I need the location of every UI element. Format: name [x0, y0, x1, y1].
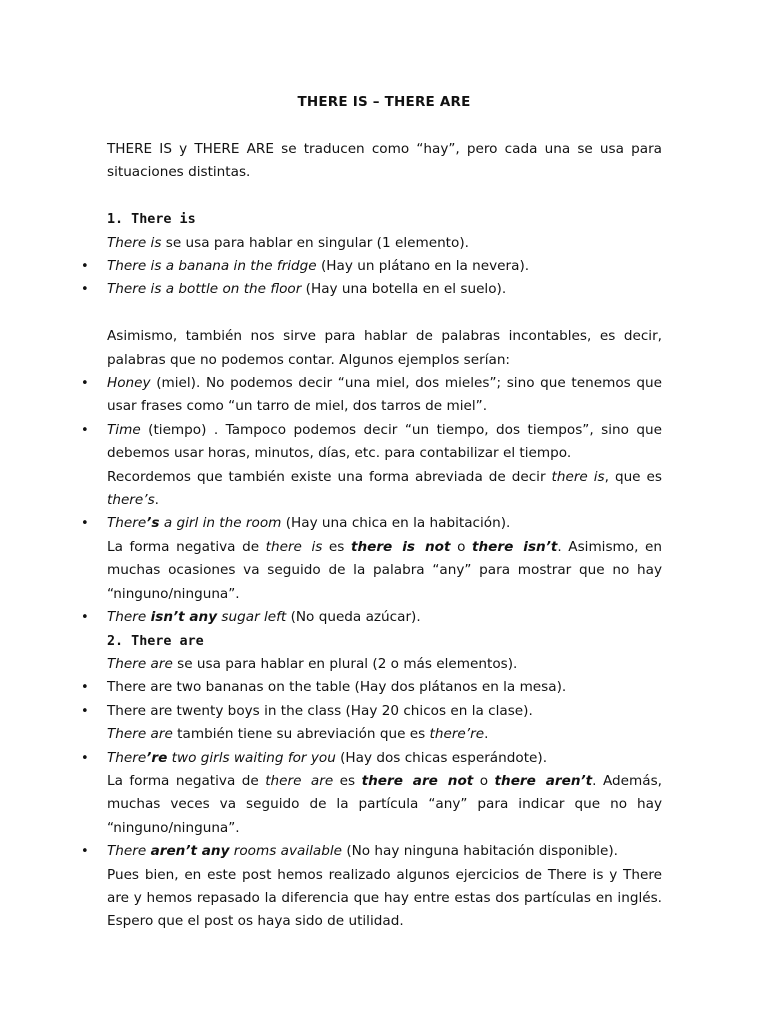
translation: (No queda azúcar). — [286, 609, 421, 626]
definition-there-are — [107, 653, 662, 676]
intro-paragraph: THERE IS y THERE ARE se traducen como “hay”, pero cada una se usa para situaciones distintas. — [107, 141, 662, 181]
text: o — [473, 772, 495, 789]
example: There — [107, 843, 151, 860]
abbreviation-paragraph — [107, 723, 662, 746]
example: There — [107, 515, 147, 532]
text: Recordemos que también existe una forma abreviada de decir — [107, 468, 552, 485]
bullet-icon: • — [81, 282, 89, 298]
term: there are — [265, 772, 334, 789]
negative-form-paragraph — [107, 770, 662, 840]
term: There are — [107, 655, 173, 672]
text: . — [154, 492, 159, 509]
translation: (Hay un plátano en la nevera). — [316, 258, 530, 275]
text: . — [484, 726, 489, 743]
example: There are twenty boys in the class (Hay 20 chicos en la clase). — [107, 702, 533, 719]
example: There are two bananas on the table (Hay dos plátanos en la mesa). — [107, 679, 567, 696]
example: a girl in the room — [159, 515, 282, 532]
definition-text: se usa para hablar en plural (2 o más elementos). — [172, 655, 518, 672]
bullet-icon: • — [81, 422, 89, 438]
translation: (No hay ninguna habitación disponible). — [342, 843, 618, 860]
contraction: ’s — [146, 515, 160, 532]
text: también tiene su abreviación que es — [172, 726, 430, 743]
term: there’s — [107, 492, 155, 509]
term: there is — [265, 538, 323, 555]
text: , que es — [604, 468, 662, 485]
explanation: (miel). No podemos decir “una miel, dos mieles”; sino que tenemos que usar frases como “un tarro de miel, dos tarros de miel”. — [107, 375, 662, 415]
section-heading-there-are: 2. There are — [107, 633, 204, 649]
negative-term: aren’t any — [150, 843, 230, 860]
text: es — [333, 772, 362, 789]
list-item — [81, 372, 662, 419]
negative-term: there are not — [361, 772, 474, 789]
example: There — [107, 749, 147, 766]
list-item — [81, 512, 662, 535]
negative-term: there is not — [350, 538, 451, 555]
negative-term: isn’t any — [150, 609, 218, 626]
term: there’re — [429, 726, 485, 743]
example: There — [107, 609, 151, 626]
term: there is — [551, 468, 605, 485]
section-heading-there-is: 1. There is — [107, 212, 196, 228]
translation: (Hay dos chicas esperándote). — [335, 749, 548, 766]
list-item — [81, 676, 662, 699]
list-item — [81, 419, 662, 466]
example: Honey — [107, 375, 151, 392]
abbreviation-paragraph — [107, 466, 662, 513]
negative-form-paragraph — [107, 536, 662, 606]
example: Time — [107, 421, 141, 438]
definition-text: se usa para hablar en singular (1 elemento). — [161, 234, 469, 251]
list-item — [81, 700, 662, 723]
text: es — [322, 538, 351, 555]
list-item — [81, 255, 662, 278]
negative-term: there aren’t — [494, 772, 593, 789]
bullet-icon: • — [81, 703, 89, 719]
translation: (Hay una botella en el suelo). — [301, 281, 507, 298]
example: two girls waiting for you — [167, 749, 336, 766]
explanation: (tiempo) . Tampoco podemos decir “un tiempo, dos tiempos”, sino que debemos usar horas, minutos, días, etc. para contabilizar el tiempo. — [107, 421, 662, 462]
list-item — [81, 747, 662, 770]
contraction: ’re — [146, 749, 168, 766]
list-item — [81, 840, 662, 863]
definition-there-is — [107, 232, 662, 255]
closing-paragraph: Pues bien, en este post hemos realizado algunos ejercicios de There is y There are y hemos repasado la diferencia que hay entre estas dos partículas en inglés. Espero que el post os haya sido de utilidad. — [107, 866, 662, 930]
text: La forma negativa de — [107, 772, 266, 789]
text: La forma negativa de — [107, 538, 266, 555]
bullet-icon: • — [81, 259, 89, 275]
example: rooms available — [229, 843, 342, 860]
spacer — [107, 185, 662, 208]
spacer — [107, 302, 662, 325]
translation: (Hay una chica en la habitación). — [281, 515, 511, 532]
bullet-icon: • — [81, 680, 89, 696]
list-item — [81, 278, 662, 301]
term: There is — [107, 234, 162, 251]
text: . Además, muchas veces va seguido de la partícula “any” para indicar que no hay “ninguno/ninguna”. — [107, 772, 662, 836]
negative-term: there isn’t — [471, 538, 558, 555]
document-body — [81, 138, 662, 934]
bullet-icon: • — [81, 516, 89, 532]
bullet-icon: • — [81, 610, 89, 626]
page-title: THERE IS – THERE ARE — [297, 94, 471, 110]
term: There are — [107, 726, 173, 743]
bullet-icon: • — [81, 750, 89, 766]
example: There is a bottle on the floor — [107, 281, 302, 298]
uncountable-paragraph: Asimismo, también nos sirve para hablar de palabras incontables, es decir, palabras que no podemos contar. Algunos ejemplos serían: — [107, 328, 662, 368]
bullet-icon: • — [81, 376, 89, 392]
example: There is a banana in the fridge — [107, 258, 317, 275]
example: sugar left — [217, 609, 287, 626]
bullet-icon: • — [81, 844, 89, 860]
text: o — [450, 538, 472, 555]
text: . Asimismo, en muchas ocasiones va seguido de la palabra “any” para mostrar que no hay “ninguno/ninguna”. — [107, 538, 662, 602]
list-item — [81, 606, 662, 629]
